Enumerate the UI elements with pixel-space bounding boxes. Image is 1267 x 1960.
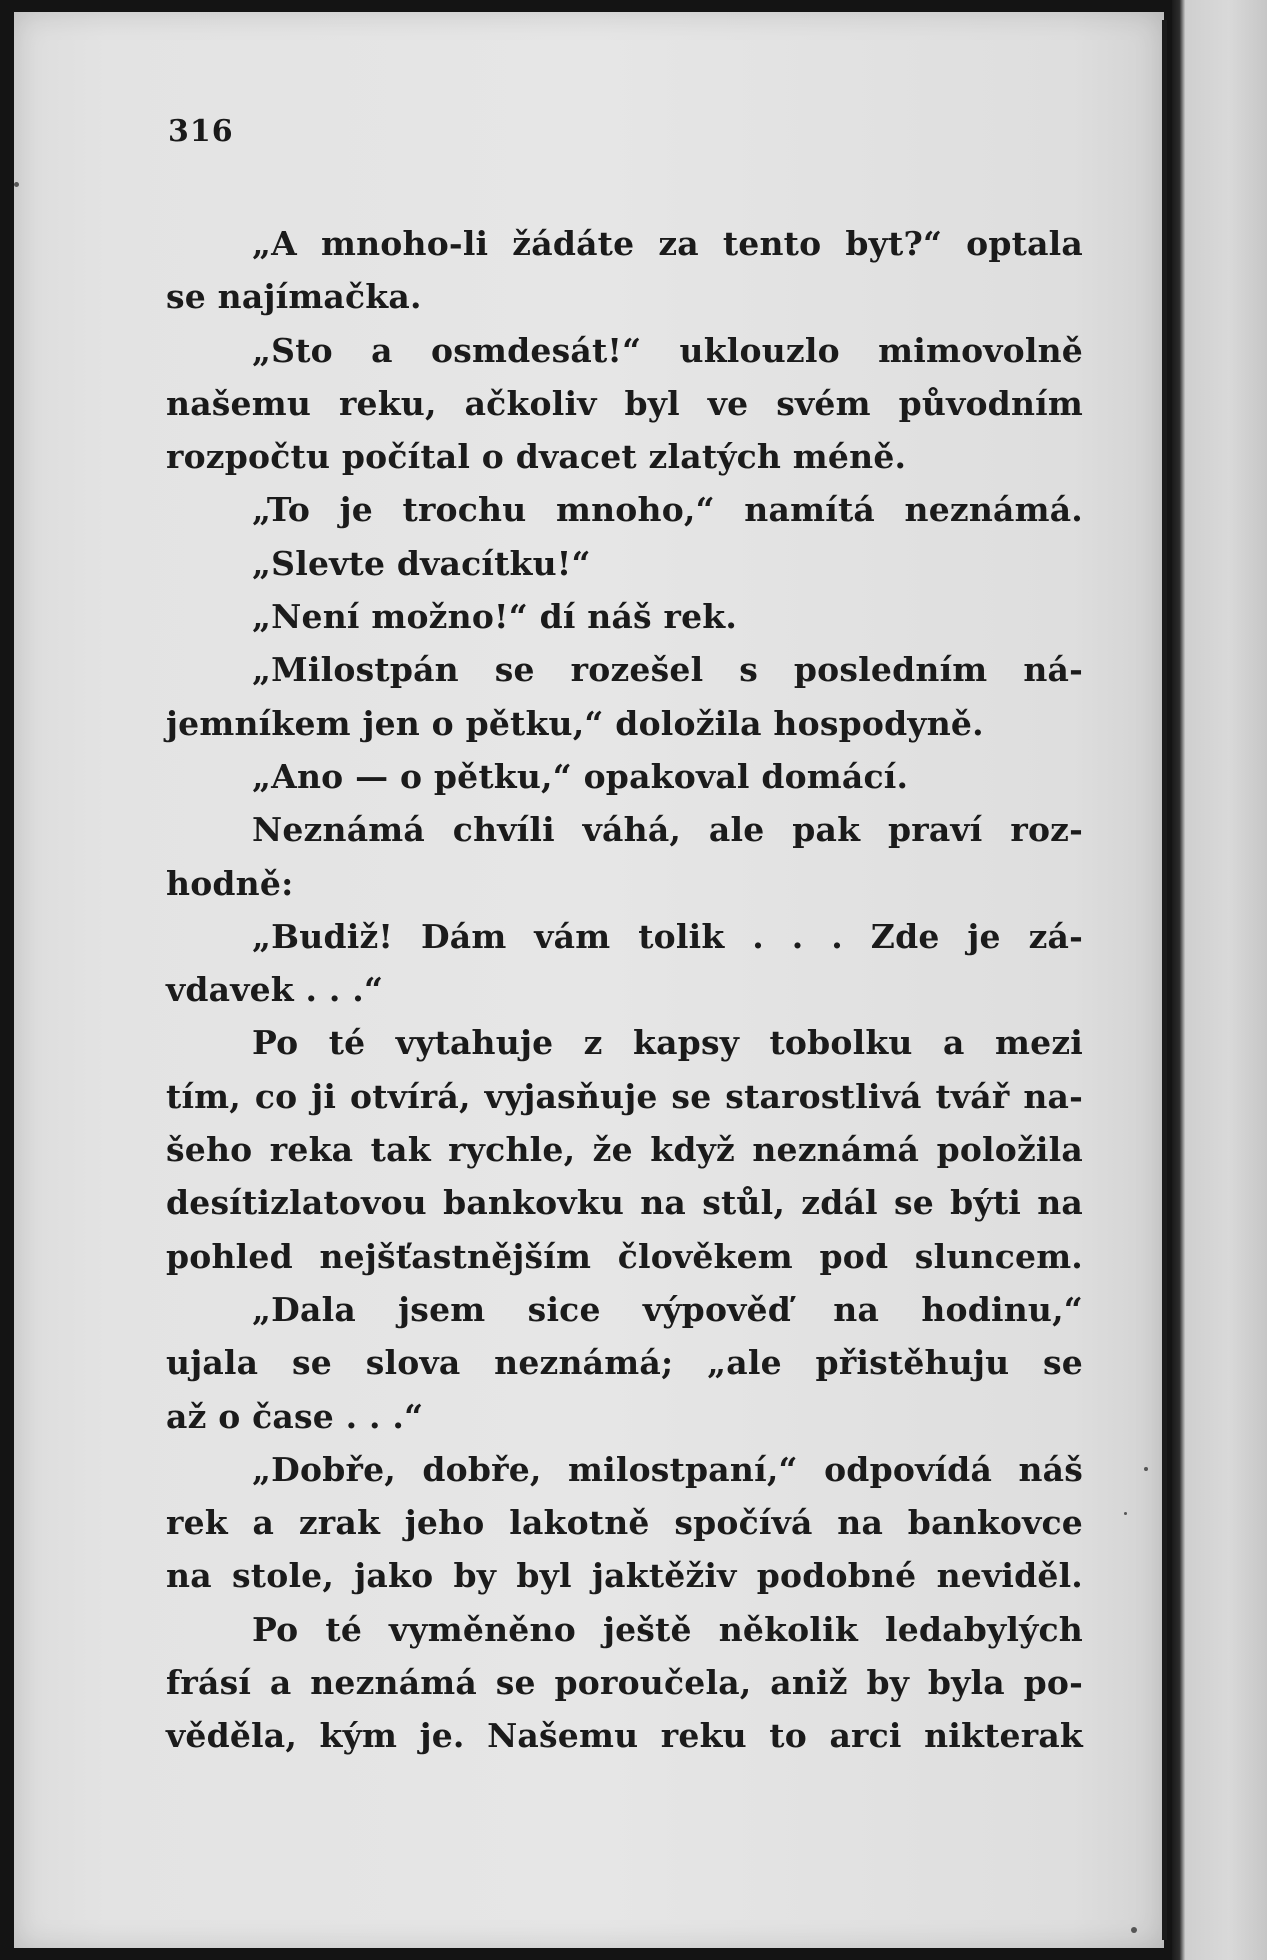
text-line: se najímačka. [166,277,422,317]
text-line: vdavek . . .“ [166,970,384,1010]
text-line: na stole, jako by byl jaktěživ podobné neviděl. [166,1556,1083,1596]
scan-speck [14,182,19,187]
text-line: „Milostpán se rozešel s posledním ná- [252,650,1083,690]
text-line: Po té vyměněno ještě několik ledabylých [252,1609,1083,1649]
text-line: jemníkem jen o pětku,“ doložila hospodyně. [166,703,984,743]
text-line: „Slevte dvacítku!“ [252,543,591,583]
scan-speck [1124,1512,1127,1515]
page-number: 316 [168,114,234,149]
text-line: „Není možno!“ dí náš rek. [252,597,738,637]
text-line: rozpočtu počítal o dvacet zlatých méně. [166,437,907,477]
scan-speck [1144,1467,1148,1471]
page-gutter-shadow [1162,20,1167,1940]
text-line: Po té vytahuje z kapsy tobolku a mezi [252,1023,1083,1063]
text-line: „Ano — o pětku,“ opakoval domácí. [252,756,909,796]
adjacent-page-edge [1172,0,1267,1960]
text-line: tím, co ji otvírá, vyjasňuje se starostlivá tvář na- [166,1076,1083,1116]
text-line: našemu reku, ačkoliv byl ve svém původním [166,383,1083,423]
text-line: pohled nejšťastnějším člověkem pod sluncem. [166,1236,1083,1276]
text-line: „A mnoho-li žádáte za tento byt?“ optala [252,224,1083,263]
text-line: šeho reka tak rychle, že když neznámá položila [166,1130,1083,1170]
text-line: „Sto a osmdesát!“ uklouzlo mimovolně [252,330,1083,370]
text-line: Neznámá chvíli váhá, ale pak praví roz- [252,810,1083,850]
text-line: rek a zrak jeho lakotně spočívá na bankovce [166,1503,1083,1543]
text-line: „Budiž! Dám vám tolik . . . Zde je zá- [252,916,1083,956]
text-line: až o čase . . .“ [166,1396,424,1436]
text-line: věděla, kým je. Našemu reku to arci nikterak [166,1716,1083,1756]
text-line: frásí a neznámá se poroučela, aniž by byla po- [166,1663,1083,1703]
text-line: ujala se slova neznámá; „ale přistěhuju se [166,1343,1083,1383]
text-line: „Dala jsem sice výpověď na hodinu,“ [252,1289,1083,1329]
body-text [166,217,1083,1763]
text-line: „Dobře, dobře, milostpaní,“ odpovídá náš [252,1449,1083,1489]
scan-speck [1131,1927,1137,1933]
text-line: desítizlatovou bankovku na stůl, zdál se býti na [166,1183,1083,1223]
text-line: „To je trochu mnoho,“ namítá neznámá. [252,490,1083,530]
text-line: hodně: [166,863,294,903]
